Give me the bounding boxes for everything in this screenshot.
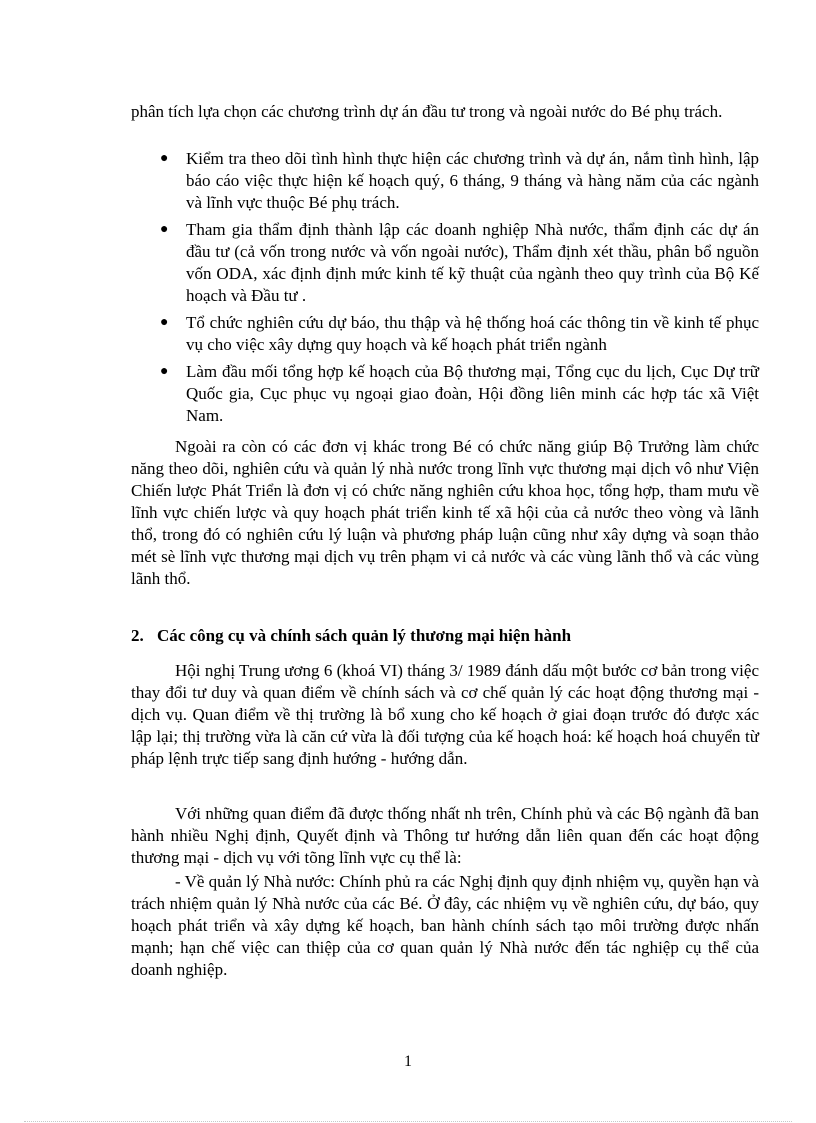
intro-paragraph: phân tích lựa chọn các chương trình dự án đầu tư trong và ngoài nước do Bé phụ trách. (131, 102, 723, 121)
bullet-icon: ● (160, 151, 169, 166)
list-item (131, 219, 759, 307)
list-item (131, 312, 759, 356)
bullet-icon: ● (160, 364, 169, 379)
body-paragraph: - Về quản lý Nhà nước: Chính phủ ra các Nghị định quy định nhiệm vụ, quyền hạn và trách nhiệm quản lý Nhà nước của các Bé. Ở đây, các nhiệm vụ về nghiên cứu, dự báo, quy hoạch phát triển và xây dựng kế hoạch, ban hành chính sách tạo môi trường được nhấn mạnh; hạn chế việc can thiệp của cơ quan quản lý Nhà nước đến tác nghiệp cụ thể của doanh nghiệp. (131, 872, 759, 979)
section-heading (131, 625, 759, 647)
page-edge-divider (24, 1121, 792, 1122)
body-paragraph: Với những quan điểm đã được thống nhất nh trên, Chính phủ và các Bộ ngành đã ban hành nhiều Nghị định, Quyết định và Thông tư hướng dẫn liên quan đến các hoạt động thương mại - dịch vụ với tõng lĩnh vực cụ thể là: (131, 804, 759, 867)
list-item (131, 148, 759, 214)
list-item-text: Tham gia thẩm định thành lập các doanh nghiệp Nhà nước, thẩm định các dự án đầu tư (cả vốn trong nước và vốn ngoài nước), Thẩm định xét thầu, phân bổ nguồn vốn ODA, xác định định mức kinh tế kỹ thuật của ngành theo quy trình của Bộ Kế hoạch và Đầu tư . (186, 220, 759, 305)
list-item-text: Làm đầu mối tổng hợp kế hoạch của Bộ thương mại, Tổng cục du lịch, Cục Dự trữ Quốc gia, Cục phục vụ ngoại giao đoàn, Hội đồng liên minh các hợp tác xã Việt Nam. (186, 362, 759, 425)
list-item (131, 361, 759, 427)
list-item-text: Tổ chức nghiên cứu dự báo, thu thập và hệ thống hoá các thông tin về kinh tế phục vụ cho việc xây dựng quy hoạch và kế hoạch phát triển ngành (186, 313, 759, 354)
body-paragraph: Hội nghị Trung ương 6 (khoá VI) tháng 3/ 1989 đánh dấu một bước cơ bản trong việc thay đổi tư duy và quan điểm về chính sách và cơ chế quản lý các hoạt động thương mại - dịch vụ. Quan điểm về thị trường là bổ xung cho kế hoạch ở giai đoạn trước đó được xác lập lại; thị trường vừa là căn cứ vừa là đối tượng của kế hoạch hoá: kế hoạch hoá chuyển từ pháp lệnh trực tiếp sang định hướng - hướng dẫn. (131, 661, 759, 768)
bullet-icon: ● (160, 315, 169, 330)
page-number: 1 (404, 1053, 412, 1070)
bullet-list (131, 148, 759, 432)
body-paragraph: Ngoài ra còn có các đơn vị khác trong Bé có chức năng giúp Bộ Trưởng làm chức năng theo dõi, nghiên cứu và quản lý nhà nước trong lĩnh vực thương mại dịch vô như Viện Chiến lược Phát Triển là đơn vị có chức năng nghiên cứu khoa học, tổng hợp, tham mưu về lĩnh vực chiến lược và quy hoạch phát triển kinh tế xã hội của cả nước theo vòng và lãnh thổ, trong đó có nghiên cứu lý luận và phương pháp luận cũng như xây dựng và soạn thảo mét sè lĩnh vực thương mại dịch vụ trên phạm vi cả nước và các vùng lãnh thổ và các vùng lãnh thổ. (131, 437, 759, 588)
section-title: Các công cụ và chính sách quản lý thương mại hiện hành (157, 626, 572, 645)
bullet-icon: ● (160, 222, 169, 237)
list-item-text: Kiểm tra theo dõi tình hình thực hiện các chương trình và dự án, nắm tình hình, lập báo cáo việc thực hiện kế hoạch quý, 6 tháng, 9 tháng và hàng năm của các ngành và lĩnh vực thuộc Bé phụ trách. (186, 149, 759, 212)
section-number: 2. (131, 626, 144, 645)
